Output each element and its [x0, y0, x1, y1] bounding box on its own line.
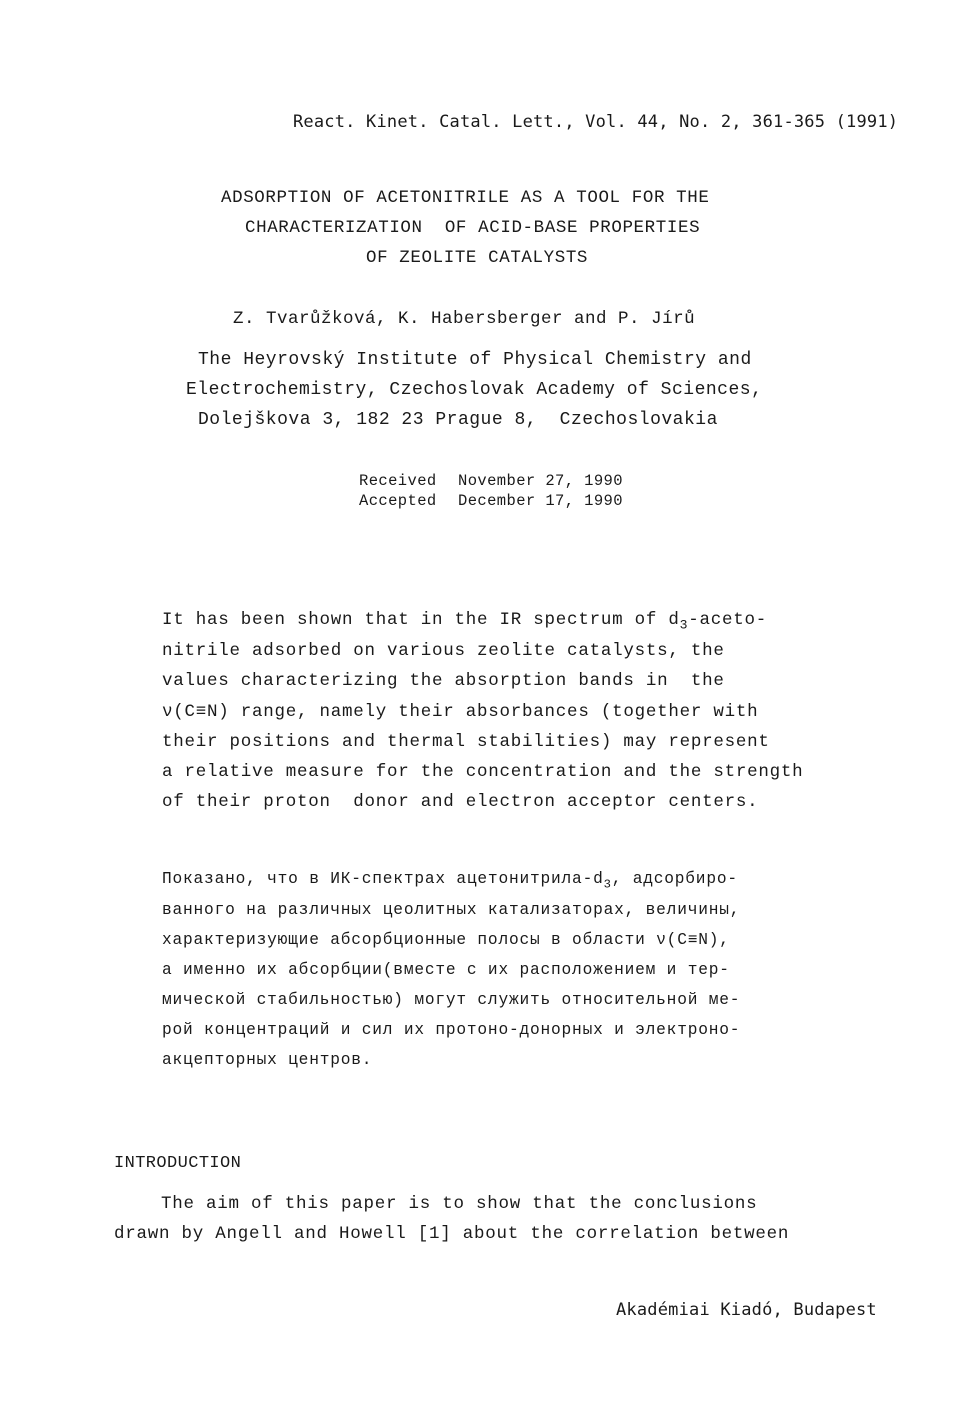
introduction-line-2: drawn by Angell and Howell [1] about the correlation between — [114, 1224, 790, 1244]
abstract-en-line-2: nitrile adsorbed on various zeolite catalysts, the — [162, 641, 725, 661]
abstract-en-line-1 — [162, 610, 767, 633]
affiliation-line-2: Electrochemistry, Czechoslovak Academy of Sciences, — [186, 380, 763, 400]
publisher-footer: Akadémiai Kiadó, Budapest — [616, 1300, 877, 1320]
introduction-heading: INTRODUCTION — [114, 1154, 242, 1173]
abstract-ru-line-6: рой концентраций и сил их протоно-донорных и электроно- — [162, 1021, 741, 1039]
abstract-ru-line-1-text: Показано, что в ИК-спектрах ацетонитрила-d — [162, 870, 604, 888]
abstract-en-line-1-rest: -aceto- — [688, 610, 767, 630]
abstract-ru-line-1-rest: , адсорбиро- — [611, 870, 738, 888]
accepted-date: December 17, 1990 — [458, 492, 623, 510]
accepted-label: Accepted — [359, 492, 437, 510]
abstract-en-line-3: values characterizing the absorption bands in the — [162, 671, 725, 691]
received-date: November 27, 1990 — [458, 472, 623, 490]
abstract-ru-line-2: ванного на различных цеолитных катализаторах, величины, — [162, 901, 741, 919]
abstract-en-line-5: their positions and thermal stabilities) may represent — [162, 732, 770, 752]
abstract-en-line-6: a relative measure for the concentration and the strength — [162, 762, 804, 782]
subscript-3-ru: 3 — [603, 877, 612, 892]
introduction-line-1: The aim of this paper is to show that the conclusions — [161, 1194, 758, 1214]
abstract-ru-line-5: мической стабильностью) могут служить относительной ме- — [162, 991, 741, 1009]
abstract-en-line-1-text: It has been shown that in the IR spectrum of d — [162, 610, 680, 630]
abstract-ru-line-7: акцепторных центров. — [162, 1051, 373, 1069]
title-line-3: OF ZEOLITE CATALYSTS — [366, 248, 589, 268]
abstract-ru-line-3: характеризующие абсорбционные полосы в области ν(C≡N), — [162, 931, 730, 949]
affiliation-line-1: The Heyrovský Institute of Physical Chemistry and — [198, 350, 752, 370]
title-line-2: CHARACTERIZATION OF ACID-BASE PROPERTIES — [245, 218, 701, 238]
abstract-en-line-7: of their proton donor and electron acceptor centers. — [162, 792, 759, 812]
title-line-1: ADSORPTION OF ACETONITRILE AS A TOOL FOR THE — [221, 188, 710, 208]
received-label: Received — [359, 472, 437, 490]
subscript-3: 3 — [679, 617, 689, 633]
abstract-en-line-4: ν(C≡N) range, namely their absorbances (together with — [162, 702, 759, 722]
authors: Z. Tvarůžková, K. Habersberger and P. Jírů — [233, 309, 696, 329]
abstract-ru-line-1 — [162, 870, 738, 892]
abstract-ru-line-4: а именно их абсорбции(вместе с их расположением и тер- — [162, 961, 730, 979]
journal-citation: React. Kinet. Catal. Lett., Vol. 44, No. 2, 361-365 (1991) — [293, 112, 899, 132]
affiliation-line-3: Dolejškova 3, 182 23 Prague 8, Czechoslovakia — [198, 410, 718, 430]
